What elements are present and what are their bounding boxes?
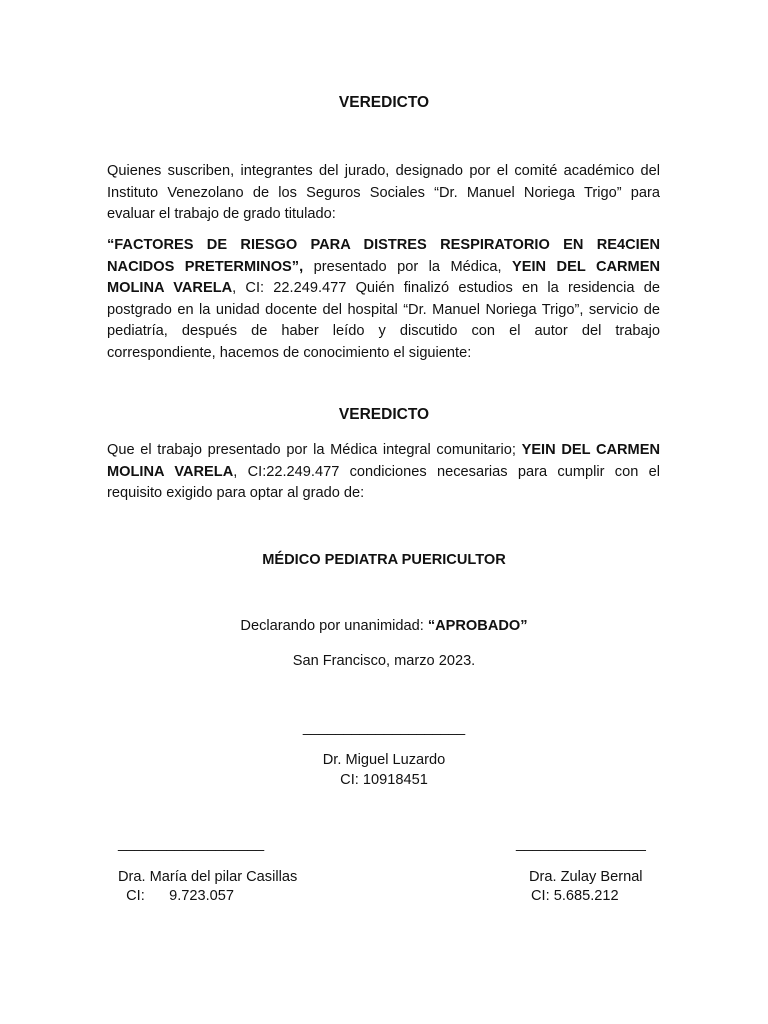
declaration-result: “APROBADO” (427, 618, 528, 634)
work-text-1: presentado por la Médica, (303, 258, 513, 275)
verdict-text-2: , CI:22.249.477 condiciones necesarias para cumplir con el requisito exigido para optar al grado de: (107, 463, 660, 501)
place-date: San Francisco, marzo 2023. (292, 653, 476, 669)
signature-line-left: __________________ (118, 836, 265, 852)
signatory-right-id: CI: 5.685.212 (531, 888, 619, 904)
signatory-left-name: Dra. María del pilar Casillas (118, 869, 298, 885)
signatory-center-name: Dr. Miguel Luzardo (322, 752, 446, 768)
author-name: YEIN DEL CARMEN MOLINA VARELA (107, 258, 660, 296)
verdict-paragraph (107, 440, 660, 505)
intro-paragraph: Quienes suscriben, integrantes del jurado, designado por el comité académico del Instituto Venezolano de los Seguros Sociales “Dr. Manuel Noriega Trigo” para evaluar el trabajo de grado titulado: (107, 163, 660, 222)
signatory-center-id: CI: 10918451 (340, 772, 428, 788)
verdict-heading: VEREDICTO (338, 406, 430, 423)
verdict-author-name: YEIN DEL CARMEN MOLINA VARELA (107, 442, 660, 480)
declaration-prefix: Declarando por unanimidad: (240, 618, 428, 634)
verdict-text-1: Que el trabajo presentado por la Médica integral comunitario; (107, 442, 522, 458)
signature-line-center: ____________________ (302, 720, 466, 736)
signature-line-right: ________________ (516, 836, 646, 852)
degree-title: MÉDICO PEDIATRA PUERICULTOR (262, 552, 506, 568)
document-title: VEREDICTO (338, 94, 430, 111)
work-text-2: , CI: 22.249.477 Quién finalizó estudios en la residencia de postgrado en la unidad docente del hospital “Dr. Manuel Noriega Trigo”, servicio de pediatría, después de haber leído y discutido con el autor del trabajo correspondiente, hacemos de conocimiento el siguiente: (107, 280, 660, 361)
thesis-title: “FACTORES DE RIESGO PARA DISTRES RESPIRATORIO EN RE4CIEN NACIDOS PRETERMINOS”, (107, 237, 660, 275)
declaration (0, 616, 768, 636)
signatory-right-name: Dra. Zulay Bernal (529, 869, 643, 885)
work-paragraph (107, 235, 660, 364)
signatory-left-id: CI: 9.723.057 (118, 888, 235, 904)
